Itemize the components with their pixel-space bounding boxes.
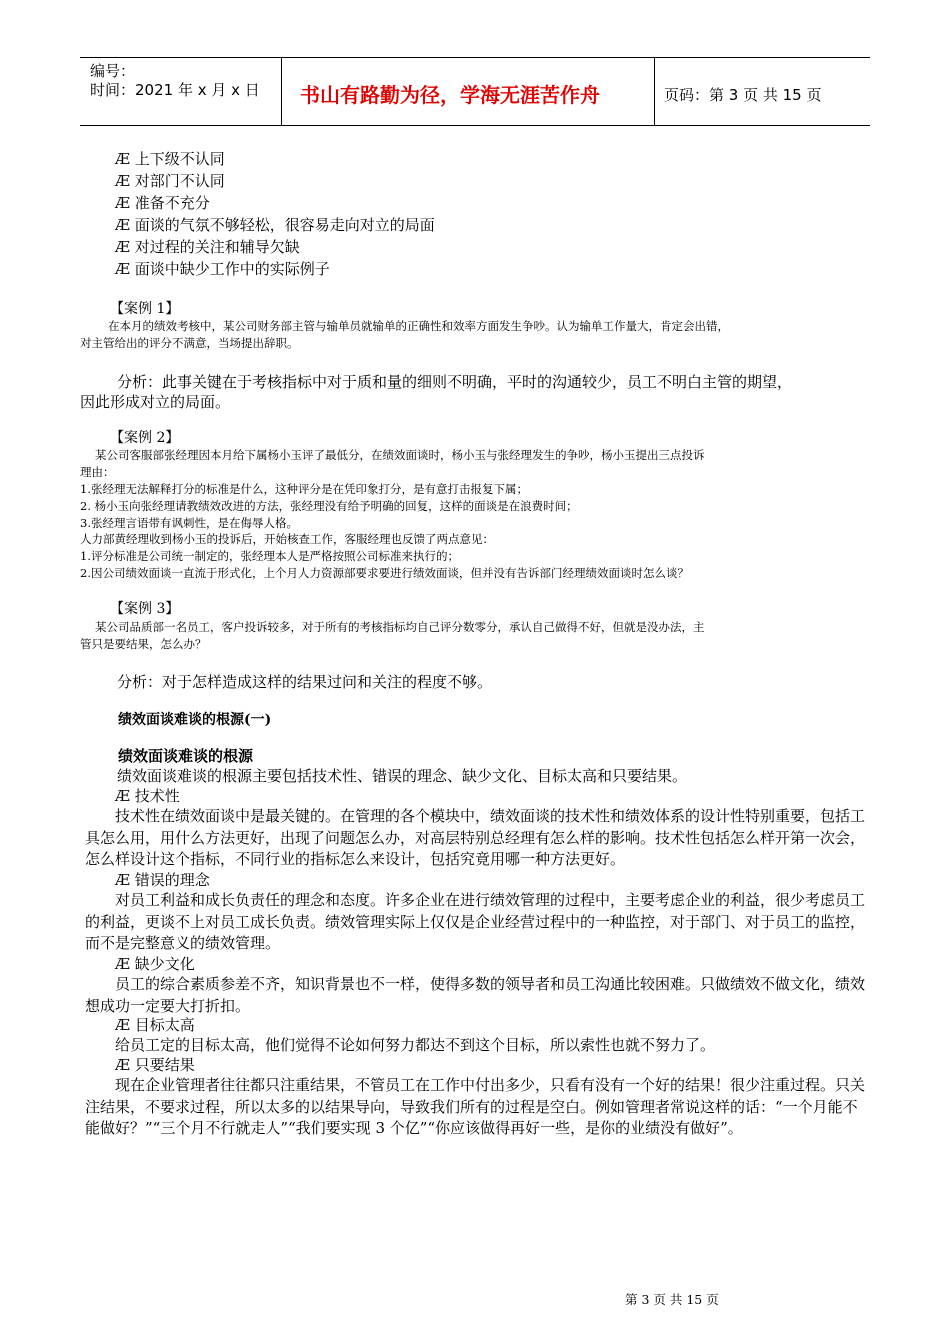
item-title: Æ 错误的理念 (115, 871, 210, 889)
list-item: Æ 面谈的气氛不够轻松，很容易走向对立的局面 (115, 216, 435, 234)
case1-title: 【案例 1】 (110, 301, 180, 317)
item-title: Æ 技术性 (115, 787, 180, 805)
item-text: 员工的综合素质参差不齐，知识背景也不一样，使得多数的领导者和员工沟通比较困难。只做绩效不做文化，绩效想成功一定要大打折扣。 (85, 975, 866, 1015)
case3-title: 【案例 3】 (110, 601, 180, 617)
case1-text: 对主管给出的评分不满意，当场提出辞职。 (80, 336, 299, 350)
section-heading: 绩效面谈难谈的根源(一) (118, 712, 272, 728)
header-top-border (80, 57, 870, 58)
case2-line: 2. 杨小玉向张经理请教绩效改进的方法，张经理没有给予明确的回复，这样的面谈是在浪费时间； (80, 499, 578, 513)
item-text: 现在企业管理者往往都只注重结果，不管员工在工作中付出多少，只看有没有一个好的结果！很少注重过程。只关注结果，不要求过程，所以太多的以结果导向，导致我们所有的过程是空白。例如管理者常说这样的话：“一个月能不能做好？”“三个月不行就走人”“我们要实现 3 个亿”“你应该做得再好一些，是你的业绩没有做好”。 (85, 1076, 866, 1137)
item-title: Æ 目标太高 (115, 1016, 195, 1034)
list-item: Æ 面谈中缺少工作中的实际例子 (115, 260, 330, 278)
case2-line: 理由： (80, 465, 115, 479)
header-bottom-border (80, 125, 870, 126)
list-item: Æ 上下级不认同 (115, 150, 225, 168)
list-item: Æ 准备不充分 (115, 194, 210, 212)
section-intro: 绩效面谈难谈的根源主要包括技术性、错误的理念、缺少文化、目标太高和只要结果。 (117, 767, 688, 785)
header-divider (654, 57, 655, 125)
item-text: 对员工利益和成长负责任的理念和态度。许多企业在进行绩效管理的过程中，主要考虑企业的利益，很少考虑员工的利益，更谈不上对员工成长负责。绩效管理实际上仅仅是企业经营过程中的一种监控，对于部门、对于员工的监控，而不是完整意义的绩效管理。 (85, 891, 866, 952)
case3-text: 管只是要结果，怎么办？ (80, 637, 207, 651)
item-title: Æ 缺少文化 (115, 955, 195, 973)
case1-analysis: 分析：此事关键在于考核指标中对于质和量的细则不明确，平时的沟通较少，员工不明白主管的期望， (117, 373, 793, 391)
page-footer: 第 3 页 共 15 页 (625, 1292, 719, 1307)
header-motto: 书山有路勤为径，学海无涯苦作舟 (300, 83, 600, 107)
case2-line: 2.因公司绩效面谈一直流于形式化，上个月人力资源部要求要进行绩效面谈，但并没有告诉部门经理绩效面谈时怎么谈？ (80, 566, 689, 580)
list-item: Æ 对过程的关注和辅导欠缺 (115, 238, 300, 256)
case2-line: 某公司客服部张经理因本月给下属杨小玉评了最低分，在绩效面谈时，杨小玉与张经理发生的争吵，杨小玉提出三点投诉 (95, 448, 705, 462)
case2-line: 3.张经理言语带有讽刺性，是在侮辱人格。 (80, 516, 298, 530)
item-text: 技术性在绩效面谈中是最关键的。在管理的各个模块中，绩效面谈的技术性和绩效体系的设计性特别重要，包括工具怎么用，用什么方法更好，出现了问题怎么办，对高层特别总经理有怎么样的影响。技术性包括怎么样开第一次会，怎么样设计这个指标，不同行业的指标怎么来设计，包括究竟用哪一种方法更好。 (85, 807, 866, 868)
case2-line: 1.张经理无法解释打分的标准是什么，这种评分是在凭印象打分，是有意打击报复下属； (80, 482, 528, 496)
doc-time-label: 时间：2021 年 x 月 x 日 (90, 81, 260, 99)
header-divider (281, 57, 282, 125)
case1-text: 在本月的绩效考核中，某公司财务部主管与输单员就输单的正确性和效率方面发生争吵。认为输单工作量大，肯定会出错， (108, 319, 729, 333)
case2-title: 【案例 2】 (110, 430, 180, 446)
list-item: Æ 对部门不认同 (115, 172, 225, 190)
case3-text: 某公司品质部一名员工，客户投诉较多，对于所有的考核指标均自己评分数零分，承认自己做得不好，但就是没办法，主 (95, 620, 705, 634)
case3-analysis: 分析：对于怎样造成这样的结果过问和关注的程度不够。 (117, 673, 493, 691)
section-subheading: 绩效面谈难谈的根源 (118, 747, 254, 765)
header-page-number: 页码：第 3 页 共 15 页 (664, 86, 822, 104)
case1-analysis: 因此形成对立的局面。 (80, 393, 231, 411)
case2-line: 1.评分标准是公司统一制定的，张经理本人是严格按照公司标准来执行的； (80, 549, 459, 563)
item-title: Æ 只要结果 (115, 1056, 195, 1074)
item-text: 给员工定的目标太高，他们觉得不论如何努力都达不到这个目标，所以索性也就不努力了。 (115, 1036, 716, 1054)
doc-number-label: 编号： (90, 62, 136, 80)
case2-line: 人力部黄经理收到杨小玉的投诉后，开始核查工作，客服经理也反馈了两点意见： (80, 532, 494, 546)
